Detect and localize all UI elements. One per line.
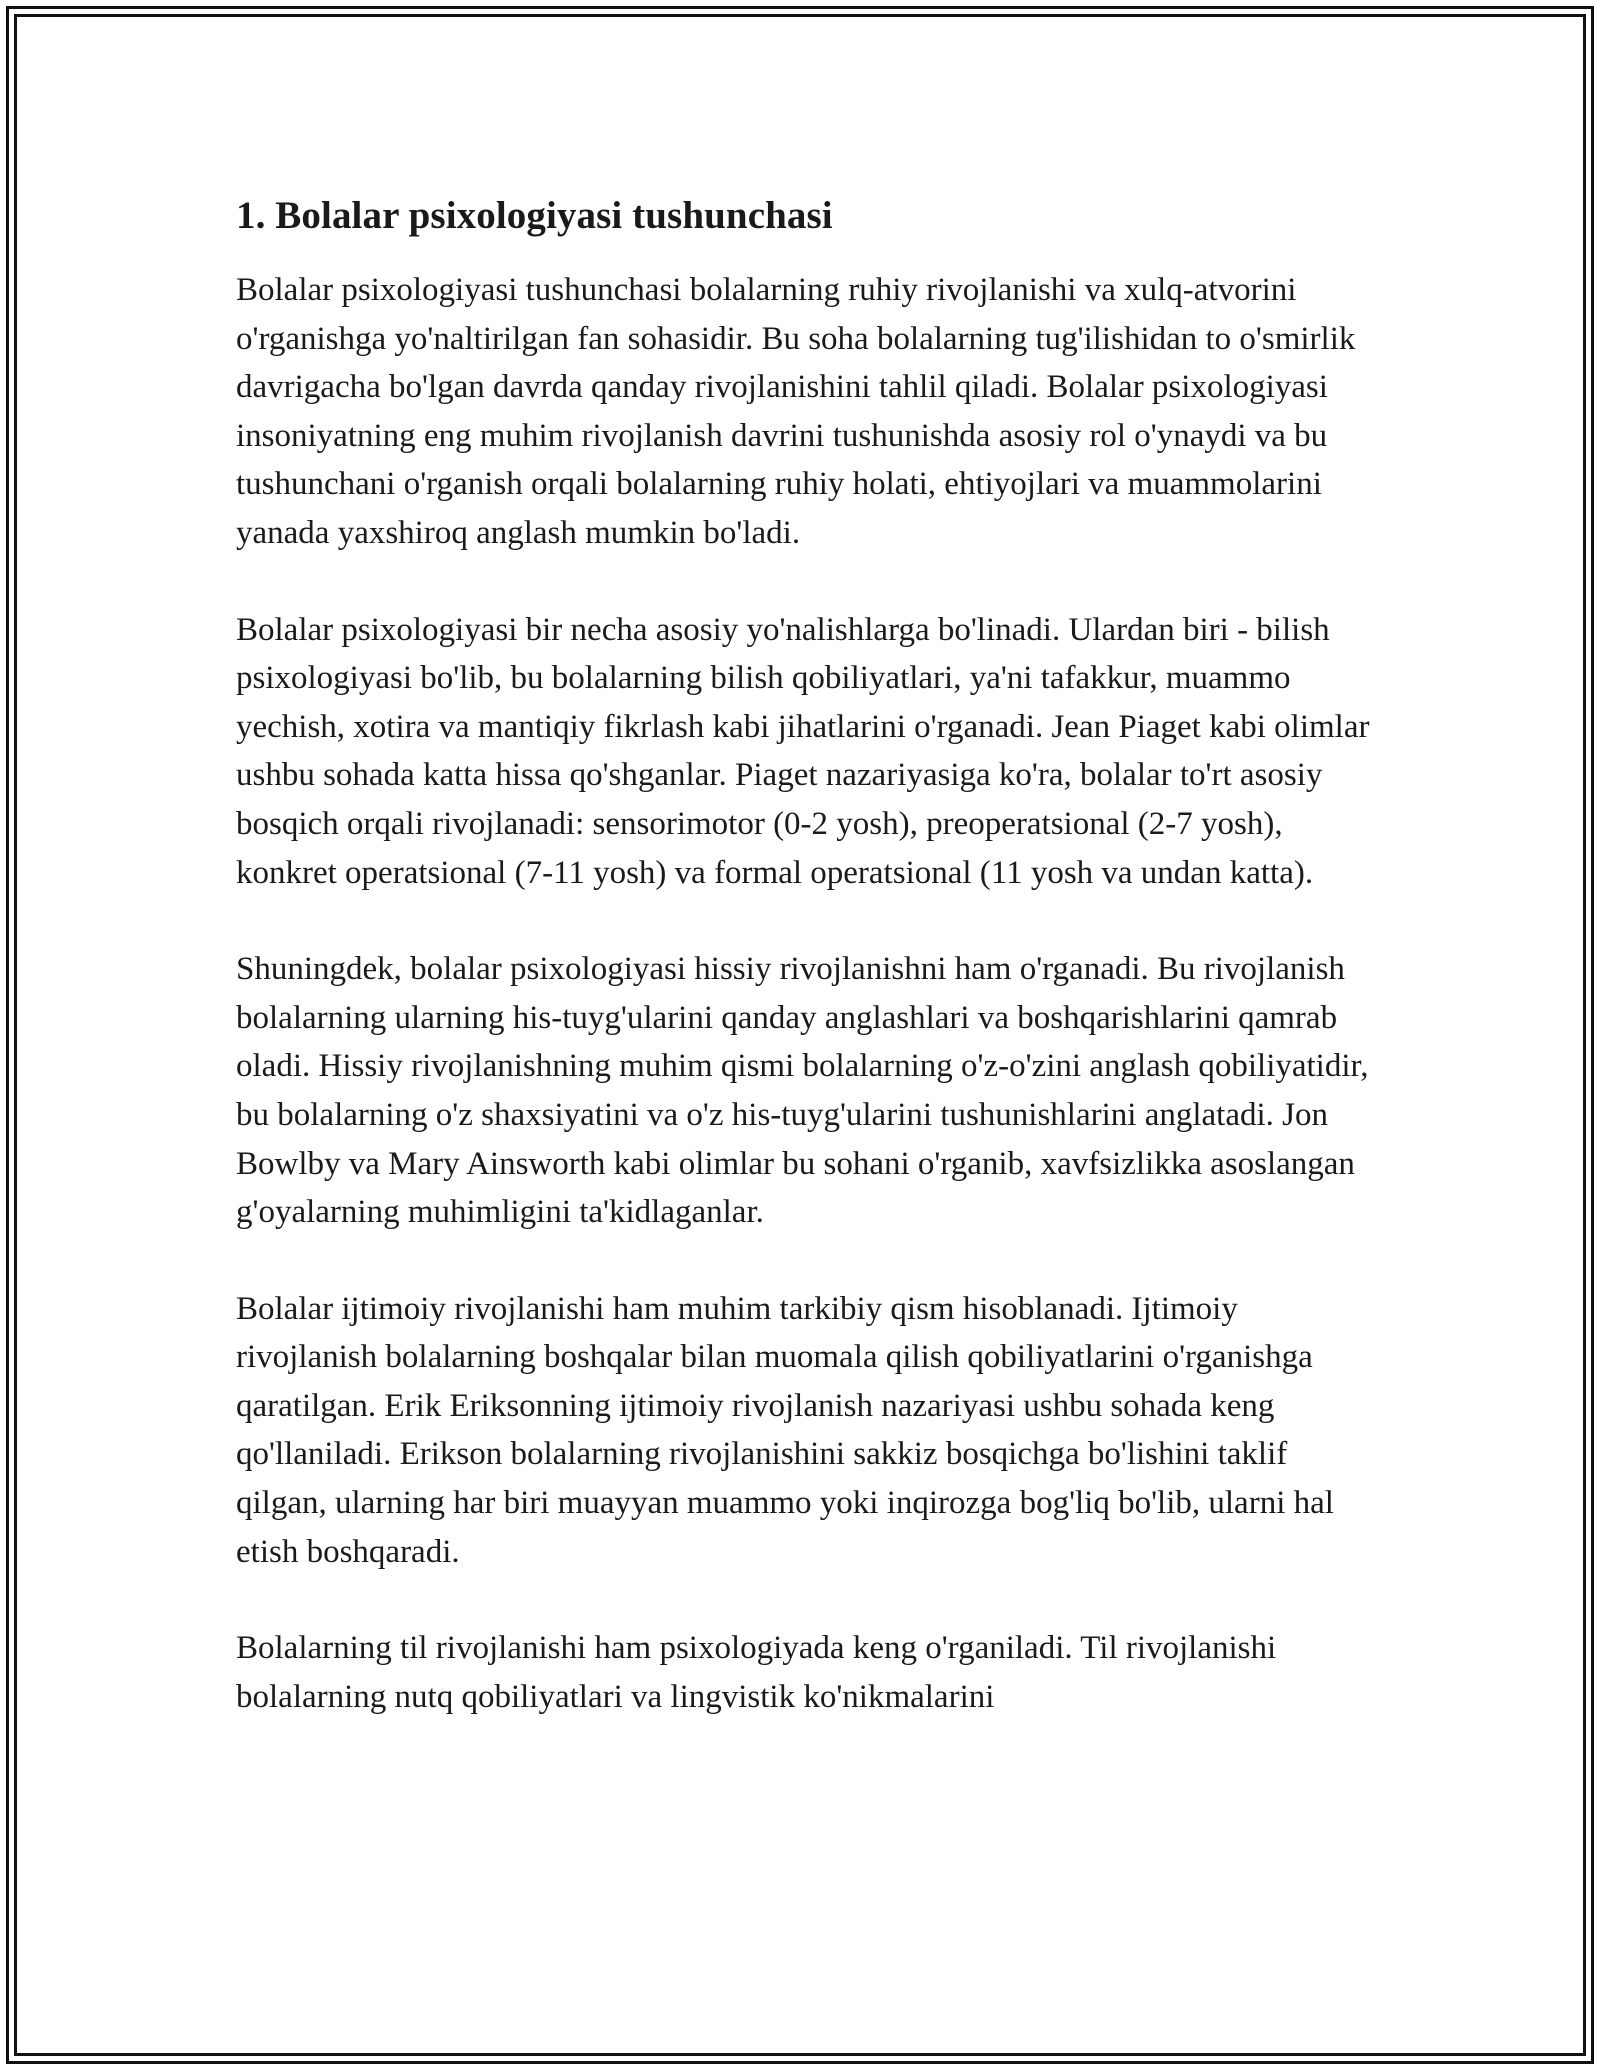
paragraph-4: Bolalar ijtimoiy rivojlanishi ham muhim tarkibiy qism hisoblanadi. Ijtimoiy rivojlanish bolalarning boshqalar bilan muomala qilish qobiliyatlarini o'rganishga qaratilgan. Erik Eriksonning ijtimoiy rivojlanish nazariyasi ushbu sohada keng qo'llaniladi. Erikson bolalarning rivojlanishini sakkiz bosqichga bo'lishini taklif qilgan, ularning har biri muayyan muammo yoki inqirozga bog'liq bo'lib, ularni hal etish boshqaradi. bbox=[236, 1290, 1334, 1570]
document-body bbox=[236, 188, 1376, 1721]
paragraph-2: Bolalar psixologiyasi bir necha asosiy yo'nalishlarga bo'linadi. Ulardan biri - bilish psixologiyasi bo'lib, bu bolalarning bilish qobiliyatlari, ya'ni tafakkur, muammo yechish, xotira va mantiqiy fikrlash kabi jihatlarini o'rganadi. Jean Piaget kabi olimlar ushbu sohada katta hissa qo'shganlar. Piaget nazariyasiga ko'ra, bolalar to'rt asosiy bosqich orqali rivojlanadi: sensorimotor (0-2 yosh), preoperatsional (2-7 yosh), konkret operatsional (7-11 yosh) va formal operatsional (11 yosh va undan katta). bbox=[236, 611, 1370, 891]
paragraph-1: Bolalar psixologiyasi tushunchasi bolalarning ruhiy rivojlanishi va xulq-atvorini o'rganishga yo'naltirilgan fan sohasidir. Bu soha bolalarning tug'ilishidan to o'smirlik davrigacha bo'lgan davrda qanday rivojlanishini tahlil qiladi. Bolalar psixologiyasi insoniyatning eng muhim rivojlanish davrini tushunishda asosiy rol o'ynaydi va bu tushunchani o'rganish orqali bolalarning ruhiy holati, ehtiyojlari va muammolarini yanada yaxshiroq anglash mumkin bo'ladi. bbox=[236, 272, 1356, 551]
paragraph-5: Bolalarning til rivojlanishi ham psixologiyada keng o'rganiladi. Til rivojlanishi bolalarning nutq qobiliyatlari va lingvistik ko'nikmalarini bbox=[236, 1630, 1277, 1715]
paragraph-3: Shuningdek, bolalar psixologiyasi hissiy rivojlanishni ham o'rganadi. Bu rivojlanish bolalarning ularning his-tuyg'ularini qanday anglashlari va boshqarishlarini qamrab oladi. Hissiy rivojlanishning muhim qismi bolalarning o'z-o'zini anglash qobiliyatidir, bu bolalarning o'z shaxsiyatini va o'z his-tuyg'ularini tushunishlarini anglatadi. Jon Bowlby va Mary Ainsworth kabi olimlar bu sohani o'rganib, xavfsizlikka asoslangan g'oyalarning muhimligini ta'kidlaganlar. bbox=[236, 951, 1369, 1231]
section-heading: 1. Bolalar psixologiyasi tushunchasi bbox=[236, 194, 833, 237]
